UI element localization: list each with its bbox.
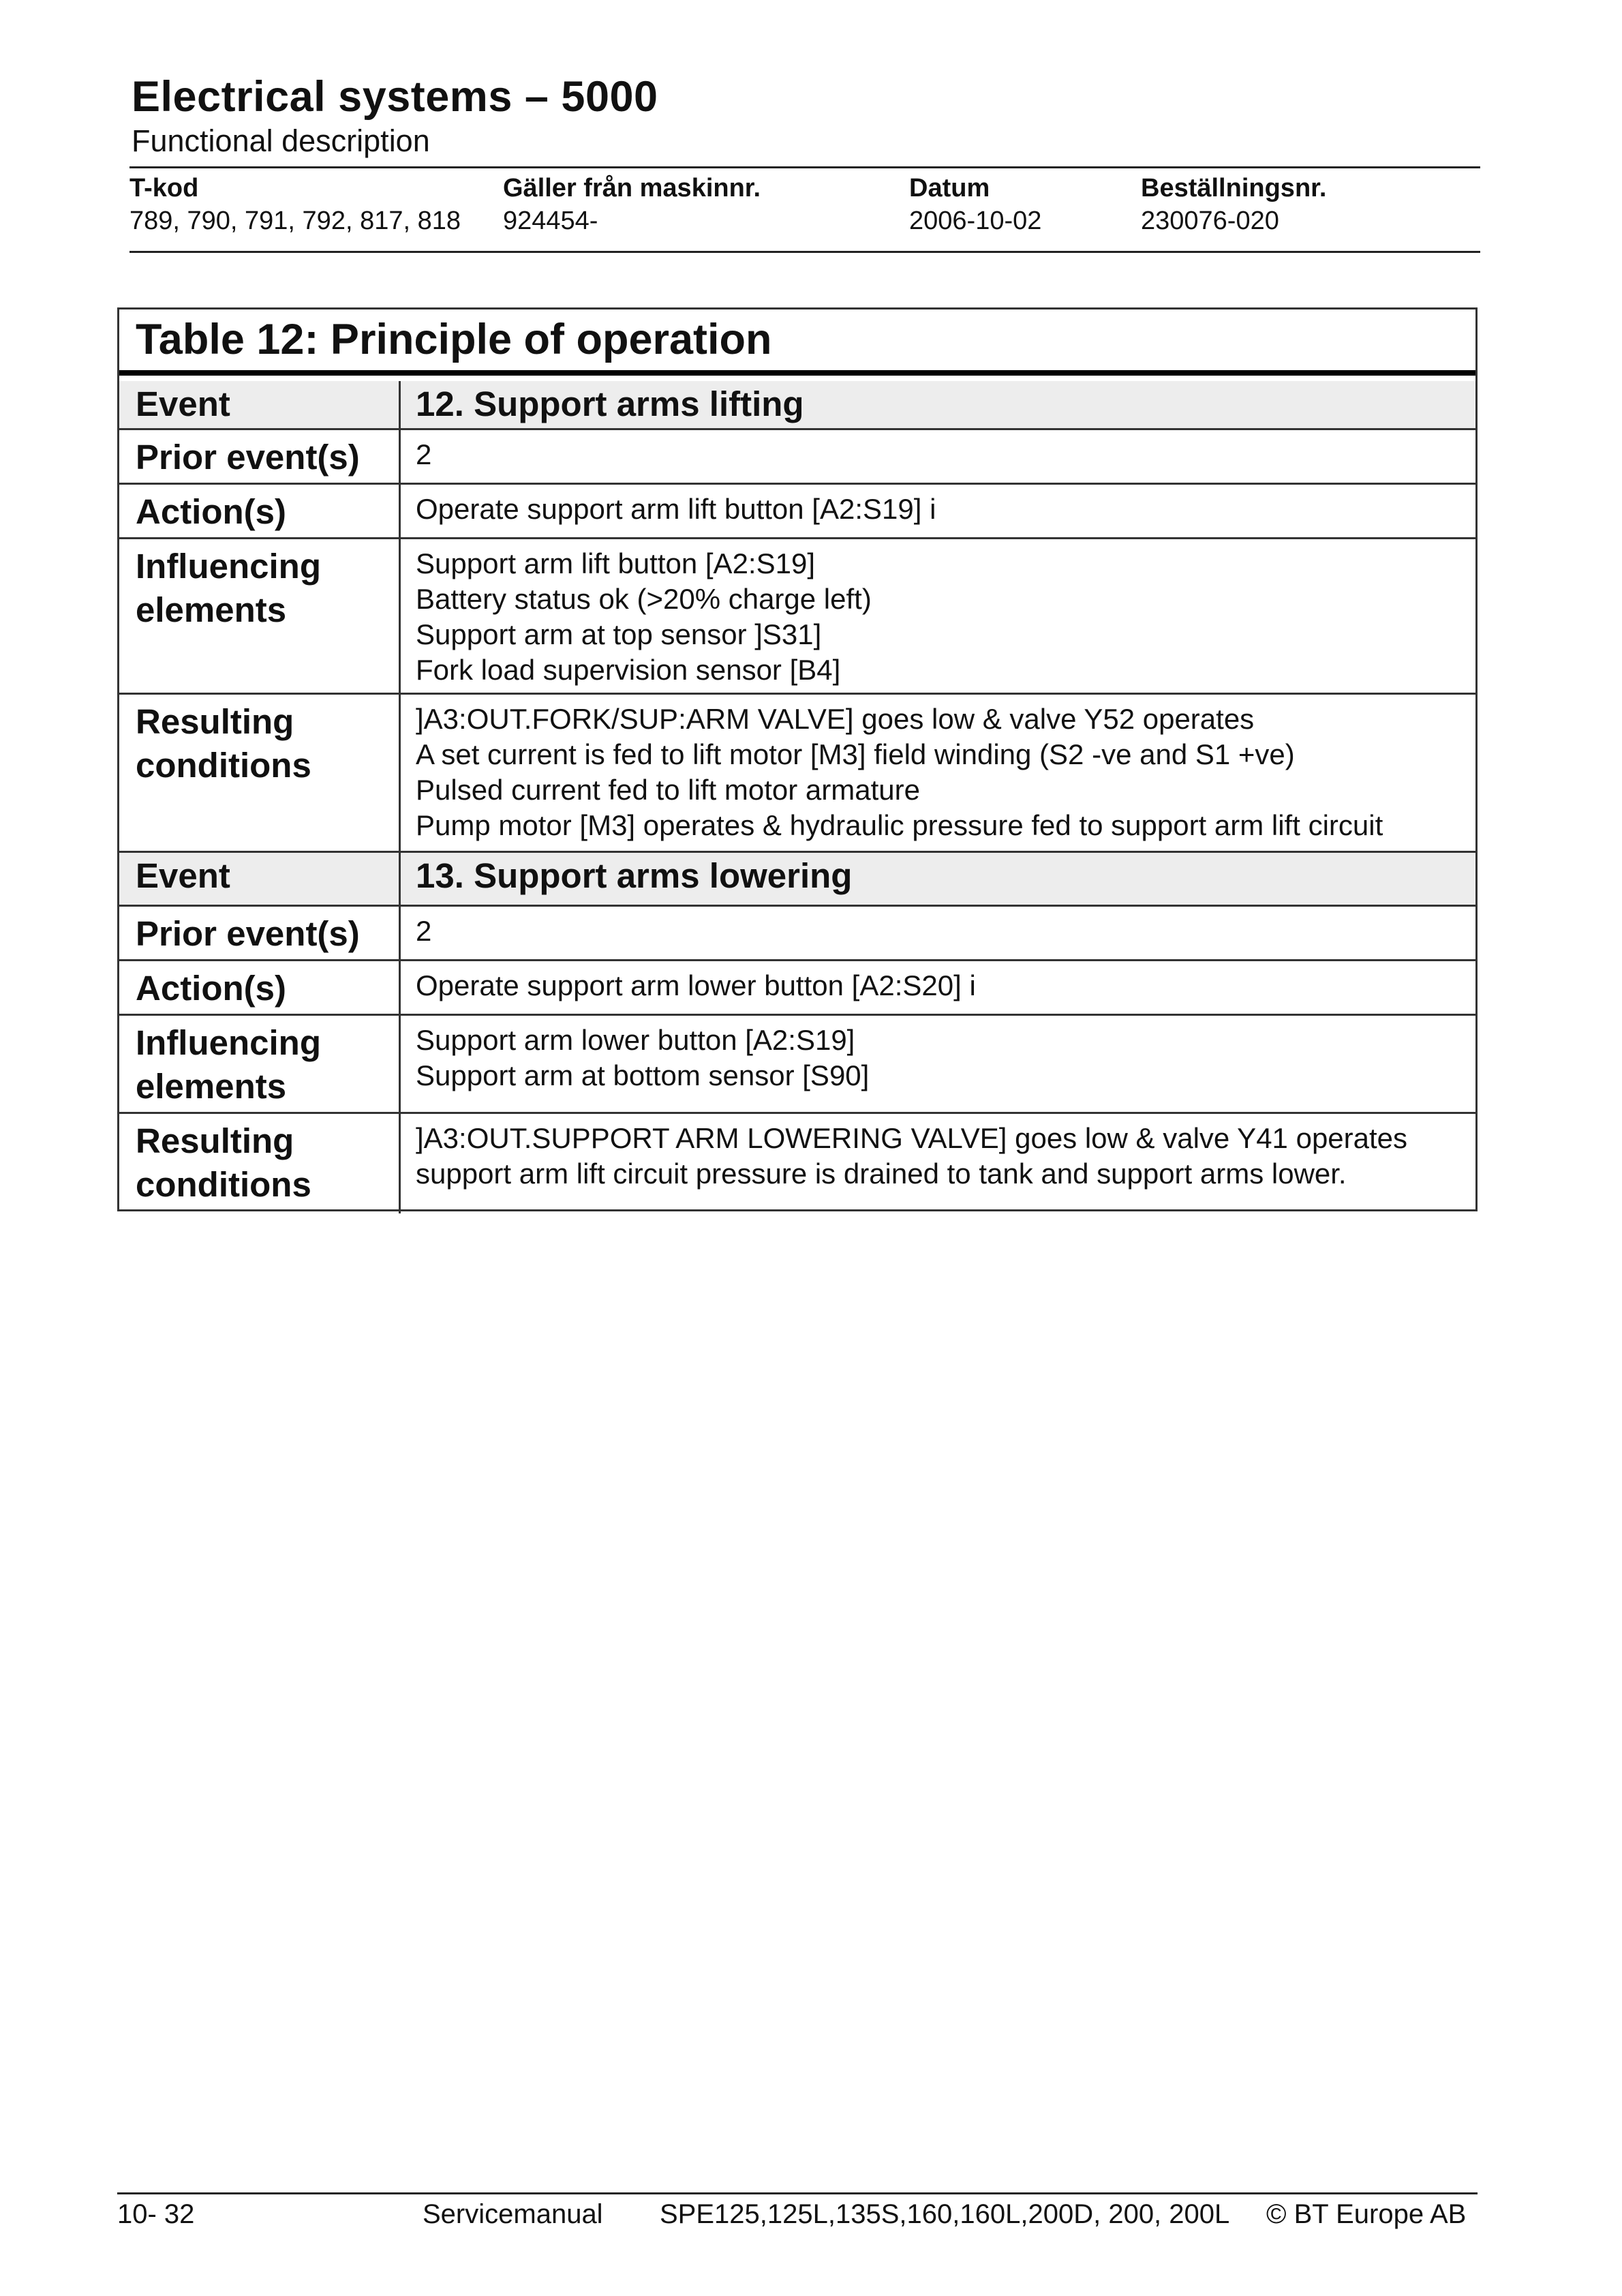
actions-value: Operate support arm lower button [A2:S20] i bbox=[416, 969, 976, 1001]
meta-label: Gäller från maskinnr. bbox=[503, 174, 761, 202]
influencing-list bbox=[416, 546, 872, 688]
resulting-label-line: Resulting bbox=[136, 702, 294, 741]
actions-row bbox=[119, 961, 1475, 1016]
prior-events-row bbox=[119, 430, 1475, 485]
influencing-item: Fork load supervision sensor [B4] bbox=[416, 654, 841, 686]
resulting-label-line: conditions bbox=[136, 1165, 311, 1204]
influencing-label bbox=[136, 545, 321, 632]
column-divider bbox=[399, 539, 401, 693]
actions-value: Operate support arm lift button [A2:S19] i bbox=[416, 493, 936, 525]
resulting-item: Pump motor [M3] operates & hydraulic pressure fed to support arm lift circuit bbox=[416, 809, 1383, 841]
resulting-item: A set current is fed to lift motor [M3] field winding (S2 -ve and S1 +ve) bbox=[416, 738, 1295, 770]
influencing-item: Support arm lift button [A2:S19] bbox=[416, 547, 815, 579]
event-row bbox=[119, 853, 1475, 907]
meta-order-number bbox=[1141, 172, 1326, 237]
meta-label: Beställningsnr. bbox=[1141, 174, 1327, 202]
page-number: 10- 32 bbox=[117, 2199, 195, 2229]
event-name: 13. Support arms lowering bbox=[416, 856, 853, 895]
influencing-item: Support arm lower button [A2:S19] bbox=[416, 1024, 855, 1056]
resulting-label-line: conditions bbox=[136, 746, 311, 785]
influencing-label-line: elements bbox=[136, 590, 287, 629]
document-subtitle: Functional description bbox=[132, 123, 430, 158]
footer-models: SPE125,125L,135S,160,160L,200D, 200, 200L bbox=[660, 2199, 1230, 2229]
table-title-row bbox=[119, 309, 1475, 376]
meta-value: 924454- bbox=[503, 207, 598, 235]
event-label: Event bbox=[136, 856, 230, 895]
resulting-label bbox=[136, 700, 311, 787]
column-divider bbox=[399, 430, 401, 483]
resulting-label bbox=[136, 1119, 311, 1207]
influencing-item: Support arm at bottom sensor [S90] bbox=[416, 1059, 870, 1091]
header-rule-bottom bbox=[129, 251, 1480, 253]
prior-events-value: 2 bbox=[416, 438, 432, 470]
event-row bbox=[119, 381, 1475, 430]
meta-label: T-kod bbox=[129, 174, 199, 202]
column-divider bbox=[399, 1114, 401, 1213]
column-divider bbox=[399, 485, 401, 537]
influencing-label-line: Influencing bbox=[136, 1023, 321, 1062]
meta-value: 2006-10-02 bbox=[909, 207, 1042, 235]
principle-of-operation-table bbox=[117, 307, 1478, 1211]
meta-machine-number bbox=[503, 172, 761, 237]
column-divider bbox=[399, 853, 401, 905]
header-rule-top bbox=[129, 166, 1480, 168]
resulting-conditions-row bbox=[119, 1114, 1475, 1213]
table-title: Table 12: Principle of operation bbox=[136, 316, 772, 363]
column-divider bbox=[399, 961, 401, 1014]
prior-events-label: Prior event(s) bbox=[136, 914, 360, 953]
document-title: Electrical systems – 5000 bbox=[132, 73, 658, 121]
resulting-item: ]A3:OUT.FORK/SUP:ARM VALVE] goes low & valve Y52 operates bbox=[416, 703, 1255, 735]
influencing-label bbox=[136, 1021, 321, 1108]
event-label: Event bbox=[136, 384, 230, 423]
meta-label: Datum bbox=[909, 174, 990, 202]
actions-label: Action(s) bbox=[136, 492, 286, 531]
prior-events-row bbox=[119, 907, 1475, 961]
influencing-item: Support arm at top sensor ]S31] bbox=[416, 618, 822, 650]
column-divider bbox=[399, 1016, 401, 1112]
column-divider bbox=[399, 695, 401, 851]
column-divider bbox=[399, 381, 401, 428]
column-divider bbox=[399, 907, 401, 959]
meta-value: 789, 790, 791, 792, 817, 818 bbox=[129, 207, 461, 235]
resulting-conditions-row bbox=[119, 695, 1475, 853]
influencing-list bbox=[416, 1023, 869, 1093]
footer-rule bbox=[117, 2192, 1478, 2194]
meta-t-kod bbox=[129, 172, 461, 237]
resulting-item: ]A3:OUT.SUPPORT ARM LOWERING VALVE] goes low & valve Y41 operates bbox=[416, 1122, 1408, 1154]
resulting-list bbox=[416, 1121, 1407, 1192]
influencing-label-line: elements bbox=[136, 1067, 287, 1106]
resulting-item: support arm lift circuit pressure is drained to tank and support arms lower. bbox=[416, 1158, 1347, 1190]
influencing-elements-row bbox=[119, 539, 1475, 695]
footer-manual: Servicemanual bbox=[423, 2199, 603, 2229]
influencing-elements-row bbox=[119, 1016, 1475, 1114]
footer-copyright: © BT Europe AB bbox=[1266, 2199, 1467, 2229]
meta-value: 230076-020 bbox=[1141, 207, 1279, 235]
resulting-list bbox=[416, 701, 1383, 843]
influencing-label-line: Influencing bbox=[136, 547, 321, 586]
prior-events-label: Prior event(s) bbox=[136, 438, 360, 477]
event-name: 12. Support arms lifting bbox=[416, 384, 804, 423]
resulting-label-line: Resulting bbox=[136, 1121, 294, 1160]
resulting-item: Pulsed current fed to lift motor armature bbox=[416, 774, 920, 806]
actions-row bbox=[119, 485, 1475, 539]
influencing-item: Battery status ok (>20% charge left) bbox=[416, 583, 872, 615]
prior-events-value: 2 bbox=[416, 915, 432, 947]
meta-date bbox=[909, 172, 1041, 237]
actions-label: Action(s) bbox=[136, 969, 286, 1008]
